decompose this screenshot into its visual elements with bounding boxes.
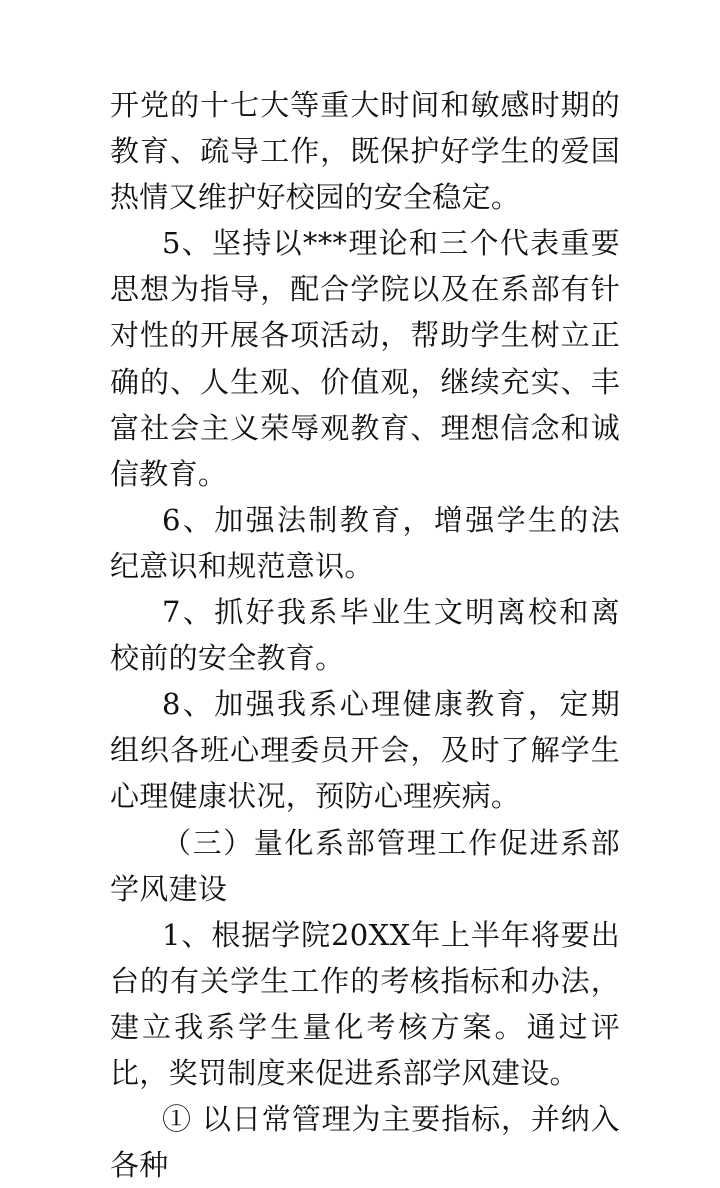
paragraph-continuation: 开党的十七大等重大时间和敏感时期的教育、疏导工作，既保护好学生的爱国热情又维护好校园的安全稳定。: [110, 88, 620, 215]
paragraph-item-7: 7、抓好我系毕业生文明离校和离校前的安全教育。: [110, 595, 620, 676]
paragraph-item-6: 6、加强法制教育，增强学生的法纪意识和规范意识。: [110, 502, 620, 583]
paragraph-item-8: 8、加强我系心理健康教育，定期组织各班心理委员开会，及时了解学生心理健康状况，预防心理疾病。: [110, 687, 620, 814]
document-body: [110, 82, 620, 1188]
section-heading-3: （三）量化系部管理工作促进系部学风建设: [110, 825, 620, 906]
paragraph-item-5: 5、坚持以***理论和三个代表重要思想为指导，配合学院以及在系部有针对性的开展各项活动，帮助学生树立正确的、人生观、价值观，继续充实、丰富社会主义荣辱观教育、理想信念和诚信教育。: [110, 226, 620, 491]
paragraph-sub-item-1: ① 以日常管理为主要指标，并纳入各种: [110, 1102, 620, 1183]
paragraph-item-1: 1、根据学院20XX年上半年将要出台的有关学生工作的考核指标和办法，建立我系学生量化考核方案。通过评比，奖罚制度来促进系部学风建设。: [110, 917, 620, 1090]
